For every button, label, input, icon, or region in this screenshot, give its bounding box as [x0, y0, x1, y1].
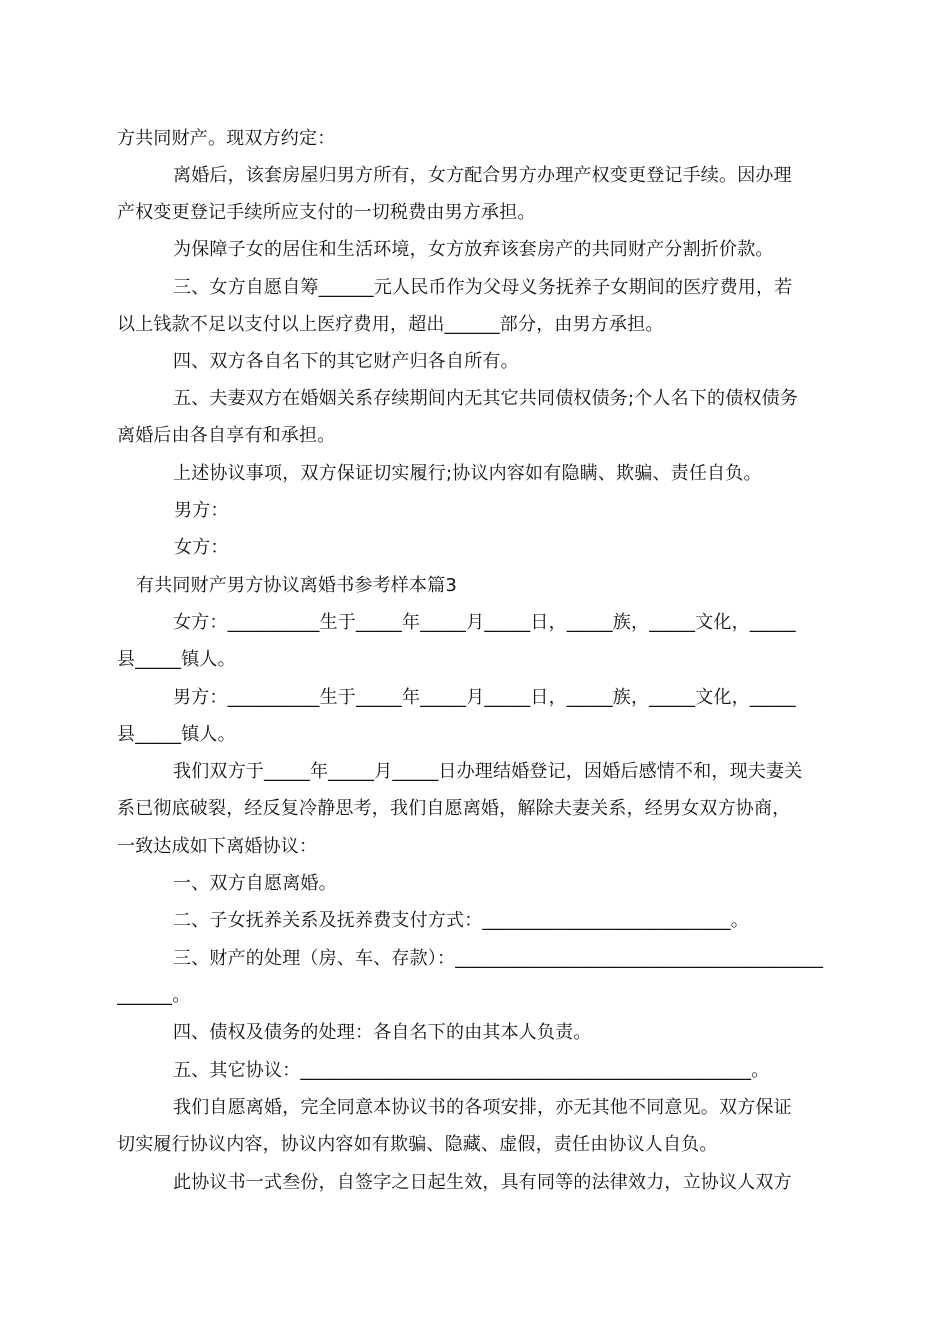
text-line: 以上钱款不足以支付以上医疗费用，超出______部分，由男方承担。 [117, 314, 664, 335]
text-line: 一致达成如下离婚协议： [117, 836, 318, 857]
text-line: 一、双方自愿离婚。 [173, 873, 337, 894]
text-line: 我们双方于_____年_____月_____日办理结婚登记，因婚后感情不和，现夫妻关 [173, 761, 803, 782]
signature-female: 女方： [174, 537, 229, 558]
text-line: 此协议书一式叁份，自签字之日起生效，具有同等的法律效力，立协议人双方 [173, 1172, 792, 1193]
text-line: 五、夫妻双方在婚姻关系存续期间内无其它共同债权债务;个人名下的债权债务 [173, 388, 799, 409]
text-line: 女方：__________生于_____年_____月_____日，_____族，_____文化，_____ [173, 612, 796, 633]
text-line: 三、财产的处理（房、车、存款）：________________________________________ [173, 948, 824, 969]
text-line: 男方：__________生于_____年_____月_____日，_____族，_____文化，_____ [173, 687, 796, 708]
text-line: 四、双方各自名下的其它财产归各自所有。 [173, 351, 519, 372]
text-line: 系已彻底破裂，经反复冷静思考，我们自愿离婚，解除夫妻关系，经男女双方协商， [117, 798, 791, 819]
text-line: 上述协议事项，双方保证切实履行;协议内容如有隐瞒、欺骗、责任自负。 [173, 463, 762, 484]
text-line: 我们自愿离婚，完全同意本协议书的各项安排，亦无其他不同意见。双方保证 [173, 1097, 792, 1118]
section-title: 有共同财产男方协议离婚书参考样本篇3 [136, 575, 458, 596]
text-line: 四、债权及债务的处理：各自名下的由其本人负责。 [173, 1022, 592, 1043]
text-line: 县_____镇人。 [117, 649, 236, 670]
text-line: 离婚后，该套房屋归男方所有，女方配合男方办理产权变更登记手续。因办理 [173, 165, 792, 186]
text-line: 离婚后由各自享有和承担。 [117, 425, 336, 446]
text-line: 县_____镇人。 [117, 724, 236, 745]
text-line: 五、其它协议：_________________________________________________。 [173, 1060, 770, 1081]
text-line: 切实履行协议内容，协议内容如有欺骗、隐藏、虚假，责任由协议人自负。 [117, 1134, 718, 1155]
text-line: 二、子女抚养关系及抚养费支付方式：___________________________。 [173, 910, 749, 931]
text-line: 为保障子女的居住和生活环境，女方放弃该套房产的共同财产分割折价款。 [173, 239, 774, 260]
text-line: 产权变更登记手续所应支付的一切税费由男方承担。 [117, 202, 536, 223]
text-line: 方共同财产。现双方约定： [117, 128, 336, 149]
text-line: ______。 [117, 985, 191, 1006]
text-line: 三、女方自愿自筹______元人民币作为父母义务抚养子女期间的医疗费用，若 [173, 277, 793, 298]
signature-male: 男方： [174, 500, 229, 521]
